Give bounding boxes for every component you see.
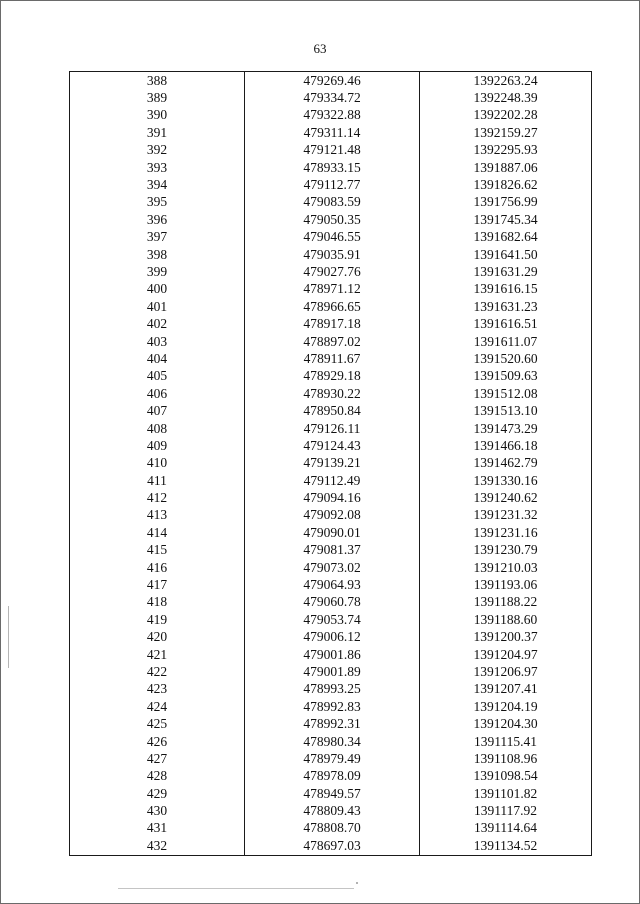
point-number-cell: 412 xyxy=(70,489,245,506)
y-coordinate-cell: 1391117.92 xyxy=(420,802,592,819)
y-coordinate-cell: 1391745.34 xyxy=(420,211,592,228)
y-coordinate-cell: 1391887.06 xyxy=(420,159,592,176)
y-coordinate-cell: 1391240.62 xyxy=(420,489,592,506)
x-coordinate-cell: 479046.55 xyxy=(245,229,420,246)
table-row xyxy=(70,368,592,385)
y-coordinate-cell: 1391188.22 xyxy=(420,594,592,611)
y-coordinate-cell: 1391513.10 xyxy=(420,402,592,419)
x-coordinate-cell: 478911.67 xyxy=(245,350,420,367)
table-row xyxy=(70,402,592,419)
x-coordinate-cell: 479126.11 xyxy=(245,420,420,437)
table-row xyxy=(70,646,592,663)
table-row xyxy=(70,750,592,767)
point-number-cell: 413 xyxy=(70,507,245,524)
x-coordinate-cell: 479006.12 xyxy=(245,629,420,646)
point-number-cell: 390 xyxy=(70,107,245,124)
point-number-cell: 389 xyxy=(70,89,245,106)
x-coordinate-cell: 478993.25 xyxy=(245,681,420,698)
point-number-cell: 391 xyxy=(70,124,245,141)
table-row xyxy=(70,281,592,298)
y-coordinate-cell: 1391193.06 xyxy=(420,576,592,593)
page-number: 63 xyxy=(313,41,327,56)
point-number-cell: 431 xyxy=(70,820,245,837)
x-coordinate-cell: 479269.46 xyxy=(245,72,420,90)
point-number-cell: 421 xyxy=(70,646,245,663)
y-coordinate-cell: 1391101.82 xyxy=(420,785,592,802)
y-coordinate-cell: 1392159.27 xyxy=(420,124,592,141)
x-coordinate-cell: 479027.76 xyxy=(245,263,420,280)
table-row xyxy=(70,333,592,350)
x-coordinate-cell: 479322.88 xyxy=(245,107,420,124)
point-number-cell: 398 xyxy=(70,246,245,263)
point-number-cell: 394 xyxy=(70,176,245,193)
point-number-cell: 408 xyxy=(70,420,245,437)
y-coordinate-cell: 1391230.79 xyxy=(420,542,592,559)
point-number-cell: 407 xyxy=(70,402,245,419)
point-number-cell: 396 xyxy=(70,211,245,228)
table-row xyxy=(70,350,592,367)
x-coordinate-cell: 479124.43 xyxy=(245,437,420,454)
x-coordinate-cell: 478992.83 xyxy=(245,698,420,715)
table-row xyxy=(70,802,592,819)
table-row xyxy=(70,594,592,611)
y-coordinate-cell: 1391231.16 xyxy=(420,524,592,541)
x-coordinate-cell: 479112.77 xyxy=(245,176,420,193)
table-row xyxy=(70,715,592,732)
table-row xyxy=(70,507,592,524)
x-coordinate-cell: 478950.84 xyxy=(245,402,420,419)
point-number-cell: 425 xyxy=(70,715,245,732)
point-number-cell: 419 xyxy=(70,611,245,628)
table-row xyxy=(70,455,592,472)
y-coordinate-cell: 1391826.62 xyxy=(420,176,592,193)
table-row xyxy=(70,298,592,315)
y-coordinate-cell: 1391204.19 xyxy=(420,698,592,715)
x-coordinate-cell: 478697.03 xyxy=(245,837,420,855)
table-row xyxy=(70,72,592,90)
y-coordinate-cell: 1391616.51 xyxy=(420,315,592,332)
table-row xyxy=(70,176,592,193)
x-coordinate-cell: 478971.12 xyxy=(245,281,420,298)
table-row xyxy=(70,820,592,837)
y-coordinate-cell: 1392295.93 xyxy=(420,142,592,159)
y-coordinate-cell: 1391204.97 xyxy=(420,646,592,663)
point-number-cell: 427 xyxy=(70,750,245,767)
table-row xyxy=(70,542,592,559)
point-number-cell: 411 xyxy=(70,472,245,489)
x-coordinate-cell: 478929.18 xyxy=(245,368,420,385)
table-row xyxy=(70,420,592,437)
table-row xyxy=(70,194,592,211)
x-coordinate-cell: 479001.89 xyxy=(245,663,420,680)
x-coordinate-cell: 478992.31 xyxy=(245,715,420,732)
point-number-cell: 404 xyxy=(70,350,245,367)
x-coordinate-cell: 478978.09 xyxy=(245,768,420,785)
point-number-cell: 424 xyxy=(70,698,245,715)
y-coordinate-cell: 1391115.41 xyxy=(420,733,592,750)
table-row xyxy=(70,229,592,246)
coordinates-table xyxy=(69,71,592,856)
table-row xyxy=(70,263,592,280)
y-coordinate-cell: 1392202.28 xyxy=(420,107,592,124)
x-coordinate-cell: 478979.49 xyxy=(245,750,420,767)
point-number-cell: 418 xyxy=(70,594,245,611)
table-row xyxy=(70,559,592,576)
table-row xyxy=(70,385,592,402)
point-number-cell: 430 xyxy=(70,802,245,819)
y-coordinate-cell: 1391631.23 xyxy=(420,298,592,315)
table-row xyxy=(70,733,592,750)
point-number-cell: 388 xyxy=(70,72,245,90)
y-coordinate-cell: 1391200.37 xyxy=(420,629,592,646)
x-coordinate-cell: 479092.08 xyxy=(245,507,420,524)
y-coordinate-cell: 1391520.60 xyxy=(420,350,592,367)
x-coordinate-cell: 479094.16 xyxy=(245,489,420,506)
y-coordinate-cell: 1391114.64 xyxy=(420,820,592,837)
y-coordinate-cell: 1391231.32 xyxy=(420,507,592,524)
x-coordinate-cell: 479050.35 xyxy=(245,211,420,228)
x-coordinate-cell: 478897.02 xyxy=(245,333,420,350)
y-coordinate-cell: 1391473.29 xyxy=(420,420,592,437)
x-coordinate-cell: 478980.34 xyxy=(245,733,420,750)
y-coordinate-cell: 1391509.63 xyxy=(420,368,592,385)
point-number-cell: 393 xyxy=(70,159,245,176)
y-coordinate-cell: 1391108.96 xyxy=(420,750,592,767)
y-coordinate-cell: 1391682.64 xyxy=(420,229,592,246)
table-row xyxy=(70,663,592,680)
table-row xyxy=(70,89,592,106)
point-number-cell: 420 xyxy=(70,629,245,646)
table-row xyxy=(70,124,592,141)
table-row xyxy=(70,576,592,593)
y-coordinate-cell: 1391756.99 xyxy=(420,194,592,211)
y-coordinate-cell: 1391188.60 xyxy=(420,611,592,628)
table-row xyxy=(70,524,592,541)
y-coordinate-cell: 1392263.24 xyxy=(420,72,592,90)
x-coordinate-cell: 479073.02 xyxy=(245,559,420,576)
point-number-cell: 432 xyxy=(70,837,245,855)
x-coordinate-cell: 478808.70 xyxy=(245,820,420,837)
point-number-cell: 417 xyxy=(70,576,245,593)
point-number-cell: 403 xyxy=(70,333,245,350)
x-coordinate-cell: 479053.74 xyxy=(245,611,420,628)
point-number-cell: 429 xyxy=(70,785,245,802)
scan-margin-mark xyxy=(8,606,9,668)
x-coordinate-cell: 479064.93 xyxy=(245,576,420,593)
point-number-cell: 397 xyxy=(70,229,245,246)
x-coordinate-cell: 478933.15 xyxy=(245,159,420,176)
point-number-cell: 399 xyxy=(70,263,245,280)
y-coordinate-cell: 1391330.16 xyxy=(420,472,592,489)
y-coordinate-cell: 1392248.39 xyxy=(420,89,592,106)
coordinates-table-body xyxy=(70,72,592,856)
point-number-cell: 410 xyxy=(70,455,245,472)
table-row xyxy=(70,681,592,698)
y-coordinate-cell: 1391098.54 xyxy=(420,768,592,785)
y-coordinate-cell: 1391207.41 xyxy=(420,681,592,698)
y-coordinate-cell: 1391206.97 xyxy=(420,663,592,680)
point-number-cell: 392 xyxy=(70,142,245,159)
x-coordinate-cell: 479334.72 xyxy=(245,89,420,106)
point-number-cell: 409 xyxy=(70,437,245,454)
y-coordinate-cell: 1391466.18 xyxy=(420,437,592,454)
point-number-cell: 426 xyxy=(70,733,245,750)
table-row xyxy=(70,315,592,332)
y-coordinate-cell: 1391616.15 xyxy=(420,281,592,298)
scan-speck xyxy=(356,882,358,884)
point-number-cell: 423 xyxy=(70,681,245,698)
y-coordinate-cell: 1391134.52 xyxy=(420,837,592,855)
x-coordinate-cell: 479060.78 xyxy=(245,594,420,611)
point-number-cell: 406 xyxy=(70,385,245,402)
table-row xyxy=(70,107,592,124)
x-coordinate-cell: 479090.01 xyxy=(245,524,420,541)
table-row xyxy=(70,629,592,646)
y-coordinate-cell: 1391611.07 xyxy=(420,333,592,350)
x-coordinate-cell: 479121.48 xyxy=(245,142,420,159)
footer-rule xyxy=(118,888,354,889)
point-number-cell: 405 xyxy=(70,368,245,385)
x-coordinate-cell: 479035.91 xyxy=(245,246,420,263)
x-coordinate-cell: 478966.65 xyxy=(245,298,420,315)
y-coordinate-cell: 1391462.79 xyxy=(420,455,592,472)
x-coordinate-cell: 478930.22 xyxy=(245,385,420,402)
x-coordinate-cell: 479139.21 xyxy=(245,455,420,472)
y-coordinate-cell: 1391641.50 xyxy=(420,246,592,263)
point-number-cell: 416 xyxy=(70,559,245,576)
table-row xyxy=(70,246,592,263)
point-number-cell: 395 xyxy=(70,194,245,211)
table-row xyxy=(70,472,592,489)
point-number-cell: 414 xyxy=(70,524,245,541)
table-row xyxy=(70,785,592,802)
x-coordinate-cell: 479001.86 xyxy=(245,646,420,663)
table-row xyxy=(70,211,592,228)
x-coordinate-cell: 478917.18 xyxy=(245,315,420,332)
table-row xyxy=(70,611,592,628)
y-coordinate-cell: 1391631.29 xyxy=(420,263,592,280)
x-coordinate-cell: 479081.37 xyxy=(245,542,420,559)
table-row xyxy=(70,768,592,785)
point-number-cell: 401 xyxy=(70,298,245,315)
table-row xyxy=(70,159,592,176)
y-coordinate-cell: 1391210.03 xyxy=(420,559,592,576)
point-number-cell: 422 xyxy=(70,663,245,680)
table-row xyxy=(70,698,592,715)
point-number-cell: 415 xyxy=(70,542,245,559)
table-row xyxy=(70,489,592,506)
y-coordinate-cell: 1391204.30 xyxy=(420,715,592,732)
table-row xyxy=(70,142,592,159)
x-coordinate-cell: 479083.59 xyxy=(245,194,420,211)
table-row xyxy=(70,437,592,454)
table-row xyxy=(70,837,592,855)
y-coordinate-cell: 1391512.08 xyxy=(420,385,592,402)
point-number-cell: 402 xyxy=(70,315,245,332)
point-number-cell: 400 xyxy=(70,281,245,298)
x-coordinate-cell: 478949.57 xyxy=(245,785,420,802)
x-coordinate-cell: 479112.49 xyxy=(245,472,420,489)
x-coordinate-cell: 479311.14 xyxy=(245,124,420,141)
x-coordinate-cell: 478809.43 xyxy=(245,802,420,819)
point-number-cell: 428 xyxy=(70,768,245,785)
